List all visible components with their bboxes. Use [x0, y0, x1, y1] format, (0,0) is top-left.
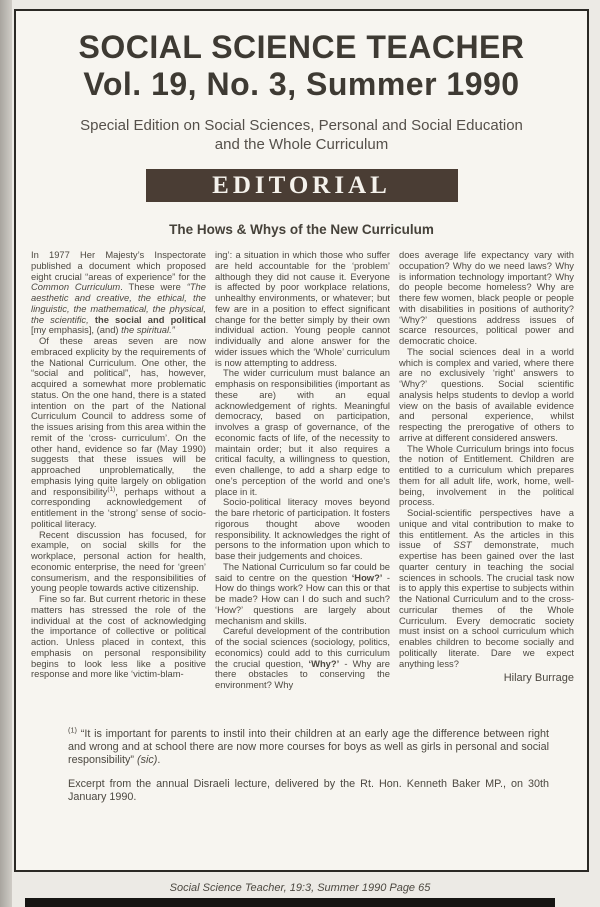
journal-title-line1: SOCIAL SCIENCE TEACHER — [78, 29, 525, 65]
paragraph: In 1977 Her Majesty’s Inspectorate published a document which proposed eight crucial “areas of experience” for the Common Curriculum. These were “The aesthetic and creative, the ethical, the linguistic, the mathematical, the physical, the scientific, the social and political [my emphasis], (and) the spiritual.” — [31, 250, 206, 336]
paragraph: Of these areas seven are now embraced explicity by the requirements of the National Curriculum. One other, the “social and political”, has, however, acquired a somewhat more problematic status. On the one hand, there is a stated intention on the part of the National Curriculum Council to address some of the issues arising from this area within the remit of the ‘cross- curriculum’. On the other hand, evidence so far (May 1990) suggests that these issues will be approached unproblematically, the emphasis lying quite largely on obligation and responsibility$^{(1)}$, perhaps without a corresponding acknowledgement of entitlement in the ‘strong’ sense of socio-political literacy. — [31, 335, 207, 529]
editorial-banner-label: EDITORIAL — [212, 172, 391, 199]
paragraph: The National Curriculum so far could be said to centre on the question ‘How?’ - How do things work? How can this or that be made? How can I do such and such? ‘How?’ questions are largely about mechanism and skills. — [215, 560, 390, 626]
paragraph: The Whole Curriculum brings into focus the notion of Entitlement. Children are entitled to a curriculum which prepares them for all adult life, work, home, well-being, involvement in the political process. — [399, 442, 574, 508]
journal-title-line2: Vol. 19, No. 3, Summer 1990 — [83, 66, 520, 102]
article-columns — [31, 250, 574, 712]
column-3 — [399, 250, 574, 712]
editorial-banner — [146, 169, 458, 202]
paragraph: The wider curriculum must balance an emphasis on responsibilities (important as these are) with an equal acknowledgement of rights. Meaningful democracy, based on participation, involves a grasp of governance, of the economic facts of life, of the necessity to maintain order; but it also requires a critical faculty, a willingness to question, even challenge, to add a sharp edge to one’s perception of the world and one’s place in it. — [215, 367, 390, 497]
footnote-1: $^{(1)}$ “It is important for parents to instil into their children at an early age the difference between right and wrong and at school there are now more courses for boys as well as girls in personal and social responsibility” (sic). — [68, 725, 549, 766]
footnotes — [68, 725, 549, 804]
paragraph: Fine so far. But current rhetoric in these matters has stressed the role of the individual at the cost of acknowledging the importance of collective or political action. Unless placed in context, this emphasis on personal responsibility begins to look less like a positive response and more like ‘victim-blam- — [31, 593, 206, 680]
footnote-2: Excerpt from the annual Disraeli lecture, delivered by the Rt. Hon. Kenneth Baker MP., on 30th January 1990. — [68, 778, 549, 804]
paragraph: does average life expectancy vary with occupation? Why do we need laws? Why is information technology important? Why do people become homeless? Why are there few women, black people or people with disabilities in positions of authority? ‘Why?’ questions address issues of scarce resources, political power and democratic choice. — [399, 250, 574, 346]
edition-subtitle-line2: and the Whole Curriculum — [214, 136, 389, 153]
column-1 — [31, 250, 206, 712]
paragraph: The social sciences deal in a world which is complex and varied, where there are no exclusively ‘right’ answers to ‘Why?’ questions. Social scientific analysis helps students to devlop a world view on the basis of available evidence and personal experience, whilst respecting the prerogative of others to arrive at different considered answers. — [399, 345, 574, 443]
page-footer: Social Science Teacher, 19:3, Summer 1990 Page 65 — [169, 882, 431, 894]
article-title: The Hows & Whys of the New Curriculum — [169, 222, 434, 237]
page-frame — [14, 9, 589, 872]
paragraph: Social-scientific perspectives have a unique and vital contribution to make to this entitlement. As the articles in this issue of SST demonstrate, much expertise has been gained over the last quarter century in teaching the social sciences in schools. The crucial task now is to apply this expertise to subjects within the National Curriculum and to the cross- curricular themes of the Whole Curriculum. Every democratic society must insist on a school curriculum which enables children to become socially and politically literate. Dare we expect anything less? — [399, 507, 574, 669]
paragraph: Socio-political literacy moves beyond the bare rhetoric of participation. It fosters rigorous thought above wooden responsibility. It acknowledges the right of persons to the information upon which to base their judgements and choices. — [215, 496, 390, 561]
column-2 — [215, 250, 390, 712]
scan-bottom-bar — [25, 898, 555, 907]
paragraph: Careful development of the contribution of the social sciences (sociology, politics, economics) could add to this curriculum the crucial question, ‘Why?’ - Why are there obstacles to conserving the environment? Why — [215, 625, 390, 690]
paragraph: Recent discussion has focused, for example, on social skills for the workplace, personal action for health, economic enterprise, the need for ‘green’ consumerism, and the responsibilities of young people towards active citizenship. — [31, 528, 206, 594]
paragraph: ing’: a situation in which those who suffer are held accountable for the ‘problem’ although they did not cause it. Everyone is affected by poor workplace relations, unhealthy environments, or whatever; but few are in a position to effect significant change for the better simply by their own individual action. Young people cannot individually and alone answer for the wider issues which the ‘Whole’ curriculum is now attempting to address. — [215, 250, 390, 368]
edition-subtitle — [16, 116, 587, 154]
byline: Hilary Burrage — [503, 672, 574, 685]
scan-edge-shadow — [0, 0, 12, 907]
edition-subtitle-line1: Special Edition on Social Sciences, Personal and Social Education — [80, 117, 523, 134]
masthead — [16, 11, 587, 154]
